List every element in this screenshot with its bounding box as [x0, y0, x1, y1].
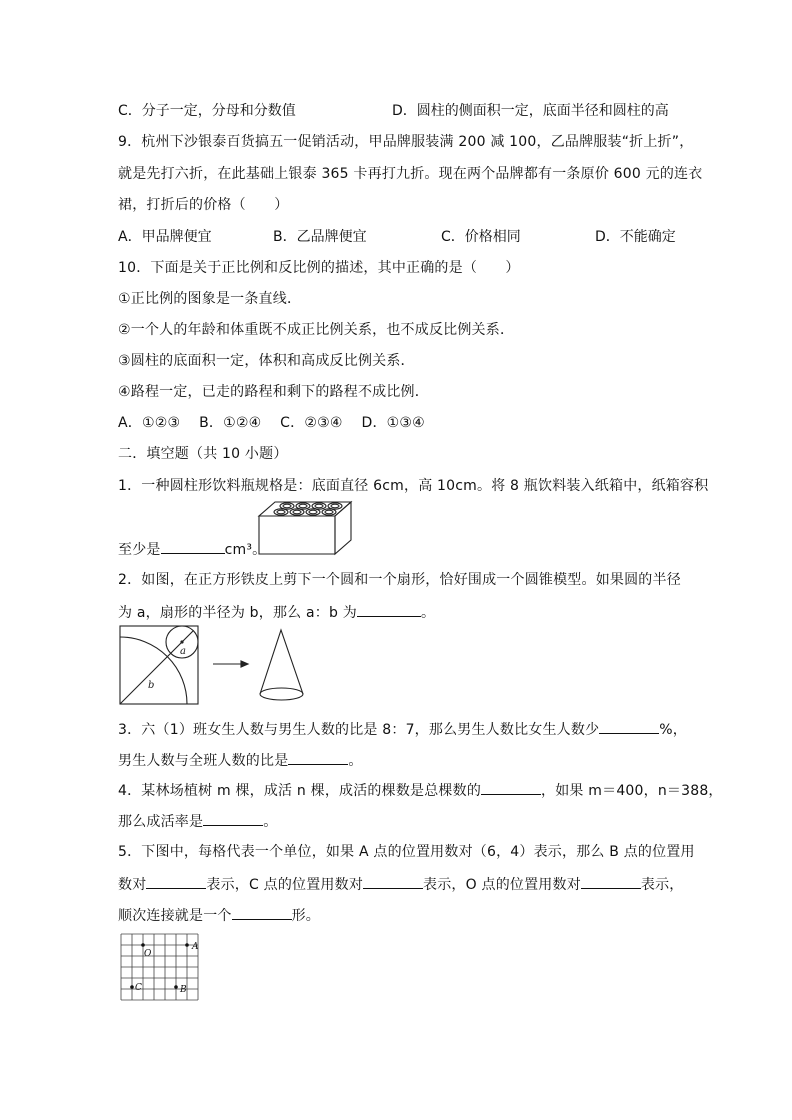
- answer-blank[interactable]: [161, 538, 225, 554]
- fill3-line-1: [118, 718, 687, 740]
- fill3-prefix-2: 男生人数与全班人数的比是: [118, 753, 289, 769]
- q10-item-2: ②一个人的年龄和体重既不成正比例关系，也不成反比例关系．: [118, 322, 515, 338]
- fill5-line-3: [118, 904, 320, 926]
- coordinate-grid-figure: [118, 930, 210, 1004]
- answer-blank[interactable]: [203, 810, 263, 826]
- answer-blank[interactable]: [481, 779, 541, 795]
- fill2-line-2: [118, 601, 435, 623]
- point-b-label: B: [180, 985, 187, 995]
- q10-item-1: ①正比例的图象是一条直线．: [118, 291, 302, 307]
- answer-blank[interactable]: [599, 718, 659, 734]
- fill5-line-2: [118, 873, 684, 895]
- fill5-suffix-3: 形。: [291, 908, 321, 924]
- answer-blank[interactable]: [357, 601, 421, 617]
- point-a-label: A: [192, 942, 199, 952]
- label-b: b: [148, 680, 155, 691]
- fill5-part-d: 表示，: [640, 877, 684, 893]
- q9-option-c: C．价格相同: [441, 229, 521, 245]
- answer-blank[interactable]: [363, 873, 423, 889]
- q9-option-b: B．乙品牌便宜: [273, 229, 367, 245]
- fill5-prefix-3: 顺次连接就是一个: [118, 908, 232, 924]
- q9-line-3: 裙，打折后的价格（ ）: [118, 197, 289, 213]
- section-2-title: 二．填空题（共 10 小题）: [118, 446, 288, 462]
- fill1-suffix: cm³。: [224, 542, 267, 558]
- fill5-line-1: 5．下图中，每格代表一个单位，如果 A 点的位置用数对（6，4）表示，那么 B 点的位置用: [118, 844, 695, 860]
- label-a: a: [180, 646, 186, 657]
- fill3-suffix-2: 。: [348, 753, 363, 769]
- q10-stem: 10．下面是关于正比例和反比例的描述，其中正确的是（ ）: [118, 260, 520, 276]
- fill5-part-b: 表示，C 点的位置用数对: [206, 877, 364, 893]
- q10-item-3: ③圆柱的底面积一定，体积和高成反比例关系．: [118, 353, 415, 369]
- fill4-suffix-1: ，如果 m＝400，n＝388，: [541, 783, 723, 799]
- answer-blank[interactable]: [146, 873, 206, 889]
- fill4-prefix-1: 4．某林场植树 m 棵，成活 n 棵，成活的棵数是总棵数的: [118, 783, 482, 799]
- fill4-suffix-2: 。: [263, 814, 278, 830]
- fill4-line-1: [118, 779, 723, 801]
- fill1-line-2: [118, 538, 266, 560]
- fill1-prefix: 至少是: [118, 542, 161, 558]
- fill2-suffix: 。: [420, 605, 436, 621]
- q9-line-2: 就是先打六折，在此基础上银泰 365 卡再打九折。现在两个品牌都有一条原价 600 元的连衣: [118, 166, 703, 182]
- point-o-label: O: [144, 949, 152, 959]
- q9-line-1: 9．杭州下沙银泰百货搞五一促销活动，甲品牌服装满 200 减 100，乙品牌服装“折上折”，: [118, 134, 694, 150]
- fill2-prefix: 为 a，扇形的半径为 b，那么 a：b 为: [118, 605, 357, 621]
- bottle-box-figure: [257, 500, 353, 556]
- q9-option-d: D．不能确定: [595, 229, 676, 245]
- fill2-line-1: 2．如图，在正方形铁皮上剪下一个圆和一个扇形，恰好围成一个圆锥模型。如果圆的半径: [118, 572, 681, 588]
- q9-option-a: A．甲品牌便宜: [118, 229, 212, 245]
- answer-blank[interactable]: [581, 873, 641, 889]
- fill5-part-a: 数对: [118, 877, 147, 893]
- fill5-part-c: 表示，O 点的位置用数对: [423, 877, 581, 893]
- q10-item-4: ④路程一定，已走的路程和剩下的路程不成比例．: [118, 384, 429, 400]
- fill3-line-2: [118, 749, 363, 771]
- q8-option-d: D．圆柱的侧面积一定，底面半径和圆柱的高: [392, 103, 669, 119]
- square-to-cone-figure: [118, 624, 318, 710]
- answer-blank[interactable]: [232, 904, 292, 920]
- fill4-line-2: [118, 810, 277, 832]
- fill1-line-1: 1．一种圆柱形饮料瓶规格是：底面直径 6cm，高 10cm。将 8 瓶饮料装入纸箱中，纸箱容积: [118, 478, 709, 494]
- q10-options: A．①②③ B．①②④ C．②③④ D．①③④: [118, 415, 425, 431]
- fill3-suffix-1: %，: [659, 722, 687, 738]
- q8-option-c: C．分子一定，分母和分数值: [118, 103, 296, 119]
- answer-blank[interactable]: [288, 749, 348, 765]
- fill3-prefix-1: 3．六（1）班女生人数与男生人数的比是 8：7，那么男生人数比女生人数少: [118, 722, 600, 738]
- fill4-prefix-2: 那么成活率是: [118, 814, 204, 830]
- point-c-label: C: [135, 983, 142, 993]
